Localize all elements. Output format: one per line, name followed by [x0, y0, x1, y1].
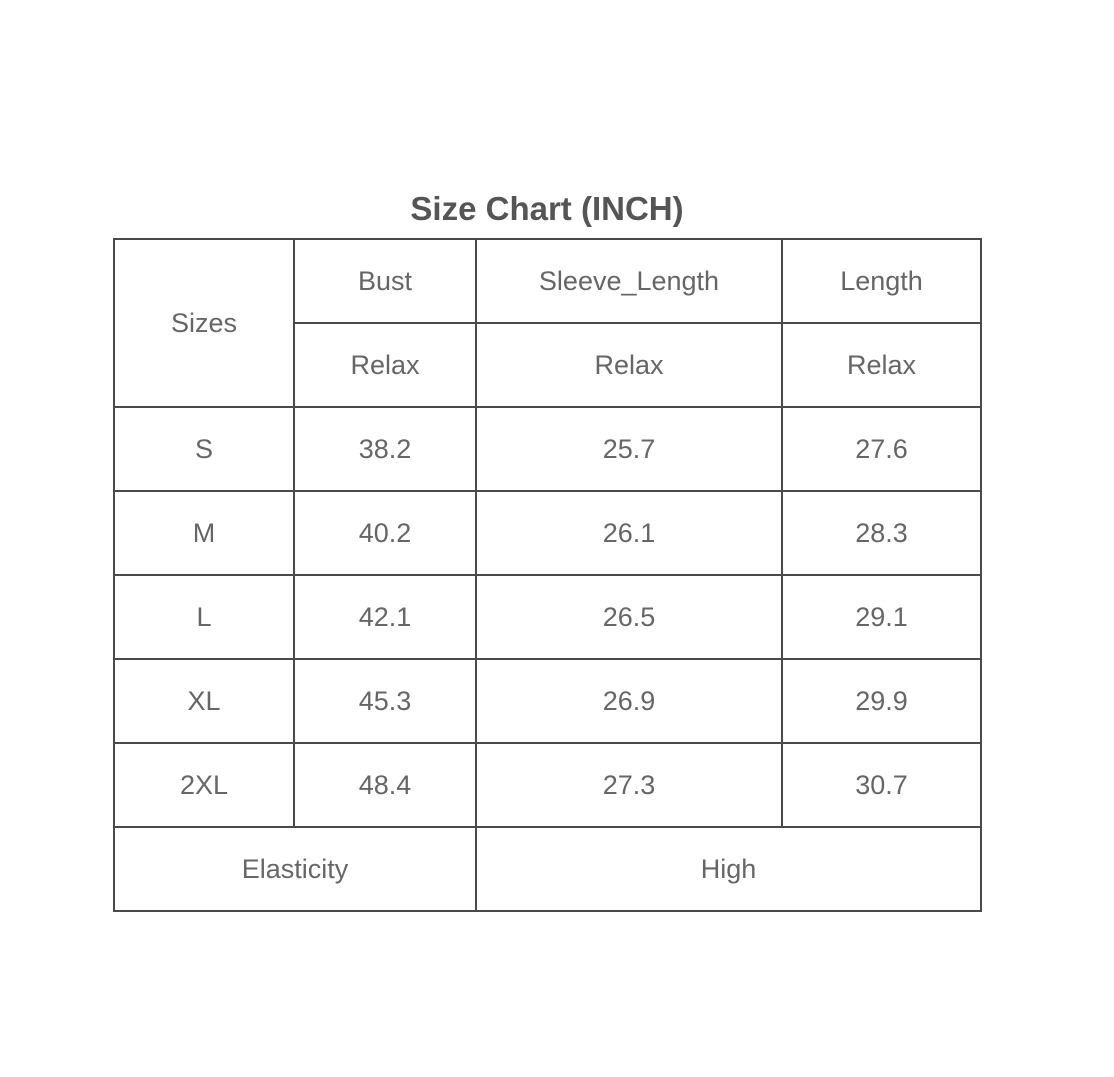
bust-cell: 45.3 [294, 659, 476, 743]
sleeve-length-cell: 26.9 [476, 659, 782, 743]
header-bust: Bust [294, 239, 476, 323]
length-cell: 28.3 [782, 491, 981, 575]
header-row [114, 239, 981, 323]
size-table [113, 238, 982, 912]
sleeve-length-cell: 26.5 [476, 575, 782, 659]
length-cell: 30.7 [782, 743, 981, 827]
size-cell: 2XL [114, 743, 294, 827]
length-cell: 29.9 [782, 659, 981, 743]
chart-title: Size Chart (INCH) [410, 190, 684, 227]
size-cell: L [114, 575, 294, 659]
bust-cell: 48.4 [294, 743, 476, 827]
elasticity-value: High [476, 827, 981, 911]
size-cell: M [114, 491, 294, 575]
footer-row [114, 827, 981, 911]
size-cell: S [114, 407, 294, 491]
table-row [114, 491, 981, 575]
sleeve-length-cell: 26.1 [476, 491, 782, 575]
bust-cell: 40.2 [294, 491, 476, 575]
size-cell: XL [114, 659, 294, 743]
header-sizes: Sizes [114, 239, 294, 407]
table-row [114, 407, 981, 491]
subheader-bust: Relax [294, 323, 476, 407]
bust-cell: 42.1 [294, 575, 476, 659]
bust-cell: 38.2 [294, 407, 476, 491]
subheader-length: Relax [782, 323, 981, 407]
table-row [114, 743, 981, 827]
header-length: Length [782, 239, 981, 323]
subheader-sleeve-length: Relax [476, 323, 782, 407]
header-sleeve-length: Sleeve_Length [476, 239, 782, 323]
table-row [114, 659, 981, 743]
elasticity-label: Elasticity [114, 827, 476, 911]
sleeve-length-cell: 25.7 [476, 407, 782, 491]
length-cell: 29.1 [782, 575, 981, 659]
sleeve-length-cell: 27.3 [476, 743, 782, 827]
table-row [114, 575, 981, 659]
length-cell: 27.6 [782, 407, 981, 491]
